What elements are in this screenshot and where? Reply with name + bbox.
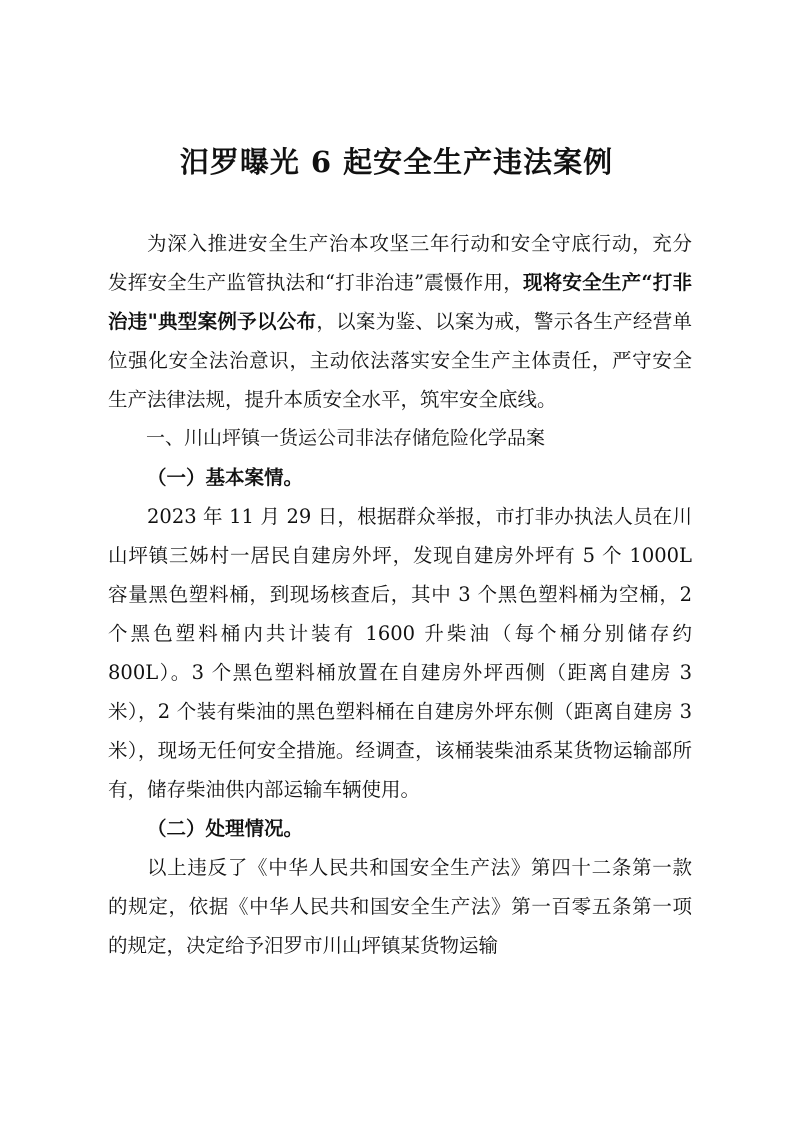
document-body <box>108 224 692 965</box>
subsection-heading-basic-facts: （一）基本案情。 <box>147 466 304 489</box>
handling-paragraph: 以上违反了《中华人民共和国安全生产法》第四十二条第一款的规定，依据《中华人民共和国安全生产法》第一百零五条第一项的规定，决定给予汨罗市川山坪镇某货物运输 <box>108 856 692 957</box>
section-heading: 一、川山坪镇一货运公司非法存储危险化学品案 <box>146 427 546 449</box>
intro-paragraph <box>108 224 692 419</box>
intro-text-bold: 现将安全生产“打非治违"典型案例予以公布 <box>108 271 692 333</box>
basic-facts-paragraph: 2023 年 11 月 29 日，根据群众举报，市打非办执法人员在川山坪镇三姊村一居民自建房外坪，发现自建房外坪有 5 个 1000L 容量黑色塑料桶，到现场核查后，其中 3 个黑色塑料桶为空桶，2 个黑色塑料桶内共计装有 1600 升柴油（每个桶分别储存约 800L）。3 个黑色塑料桶放置在自建房外坪西侧（距离自建房 3 米），2 个装有柴油的黑色塑料桶在自建房外坪东侧（距离自建房 3 米），现场无任何安全措施。经调查，该桶装柴油系某货物运输部所有，储存柴油供内部运输车辆使用。 <box>108 505 692 801</box>
subsection-heading-handling: （二）处理情况。 <box>147 817 304 840</box>
intro-text-part1: 为深入推进安全生产治本攻坚三年行动和安全守底行动，充分发挥安全生产监管执法和“打非治违”震慑作用， <box>108 232 692 294</box>
intro-text-part2: ，以案为鉴、以案为戒，警示各生产经营单位强化安全法治意识，主动依法落实安全生产主体责任，严守安全生产法律法规，提升本质安全水平，筑牢安全底线。 <box>108 310 692 411</box>
document-title: 汨罗曝光 6 起安全生产违法案例 <box>179 145 614 179</box>
